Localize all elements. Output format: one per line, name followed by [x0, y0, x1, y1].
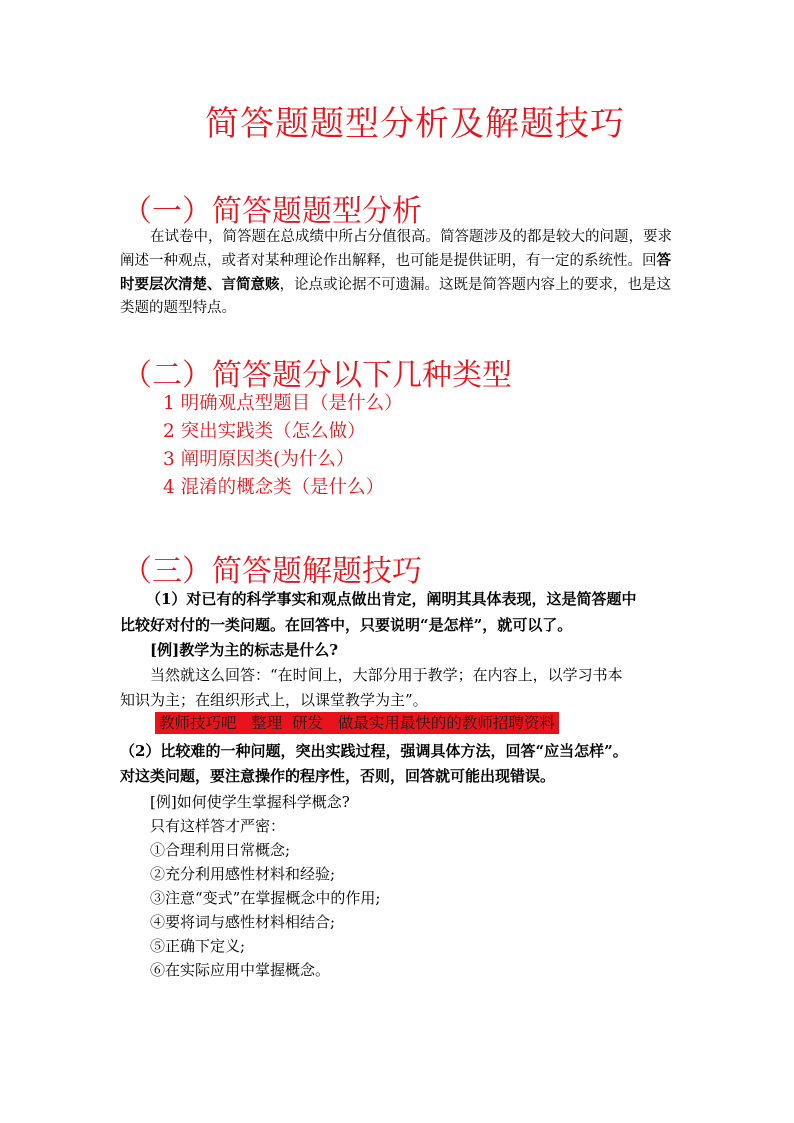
example2-item: ③注意“变式”在掌握概念中的作用; [150, 889, 381, 907]
example1-answer-line1: 当然就这么回答：“在时间上，大部分用于教学；在内容上，以学习书本 [150, 666, 623, 684]
section2-heading: （二）简答题分以下几种类型 [122, 358, 512, 393]
section3-heading: （三）简答题解题技巧 [122, 554, 422, 589]
point2-line2: 对这类问题，要注意操作的程序性，否则，回答就可能出现错误。 [120, 767, 556, 785]
section1-heading: （一）简答题题型分析 [122, 194, 422, 229]
example1-question: [例]教学为主的标志是什么? [150, 641, 338, 659]
point2-line1: （2）比较难的一种问题，突出实践过程，强调具体方法，回答“应当怎样”。 [120, 742, 628, 760]
section1-text-bold: 答时要层次清楚、言简意赅 [120, 252, 671, 293]
section1-text-part2: ，论点或论据不可遗漏。这既是简答题内容上的要求，也是这类题的题型特点。 [120, 277, 671, 316]
example1-answer-line2: 知识为主；在组织形式上，以课堂教学为主”。 [120, 691, 428, 709]
example2-question: [例]如何使学生掌握科学概念? [150, 793, 350, 811]
promo-banner: 教师技巧吧 整理 研发 做最实用最快的的教师招聘资料 [155, 712, 559, 734]
list-item: 2 突出实践类（怎么做） [163, 421, 366, 442]
example2-intro: 只有这样答才严密： [150, 817, 286, 835]
section1-text-part1: 在试卷中，简答题在总成绩中所占分值很高。简答题涉及的都是较大的问题，要求阐述一种观点，或者对某种理论作出解释，也可能是提供证明，有一定的系统性。回 [120, 229, 672, 269]
list-item: 1 明确观点型题目（是什么） [163, 393, 403, 414]
example2-item: ①合理利用日常概念; [150, 841, 291, 859]
point1-line1: （1）对已有的科学事实和观点做出肯定，阐明其具体表现，这是简答题中 [146, 590, 637, 608]
list-item: 4 混淆的概念类（是什么） [163, 477, 385, 498]
point1-line2: 比较好对付的一类问题。在回答中，只要说明“是怎样”，就可以了。 [120, 616, 573, 634]
list-item: 3 阐明原因类(为什么） [163, 449, 355, 470]
example2-item: ②充分利用感性材料和经验; [150, 865, 336, 883]
section1-paragraph [120, 226, 680, 320]
document-title: 简答题题型分析及解题技巧 [205, 104, 625, 144]
example2-item: ⑥在实际应用中掌握概念。 [150, 961, 331, 979]
question-type-list [163, 390, 403, 502]
example2-item: ④要将词与感性材料相结合; [150, 913, 336, 931]
example2-item: ⑤正确下定义; [150, 937, 246, 955]
